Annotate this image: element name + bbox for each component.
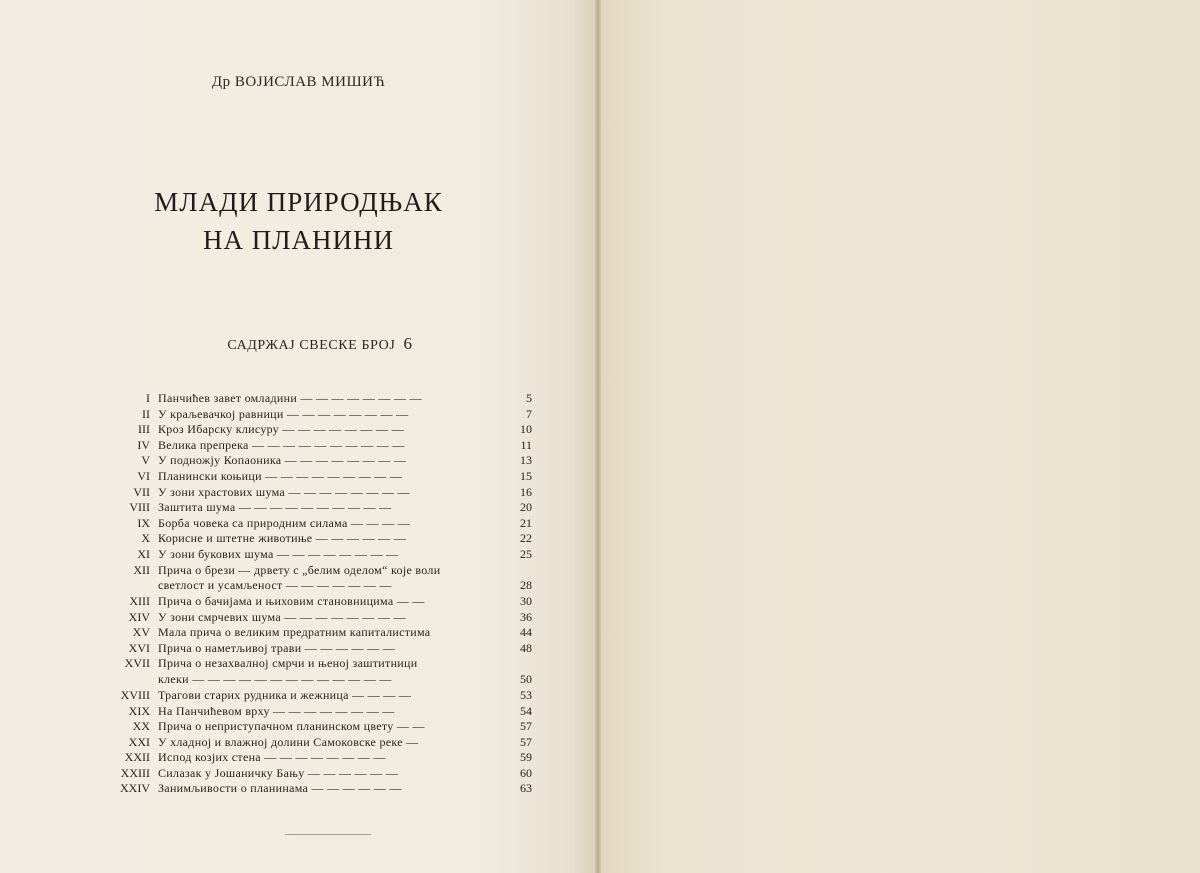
toc-entry	[104, 547, 534, 563]
toc-page-number: 36	[520, 609, 532, 624]
toc-chapter-number: XVI	[128, 640, 150, 655]
toc-entry	[104, 485, 534, 501]
toc-title-line-1: Прича о наметљивој трави — — — — — —	[158, 640, 396, 655]
toc-chapter-number: XX	[132, 719, 150, 734]
toc-chapter-number: XIX	[128, 703, 150, 718]
toc-chapter-number: V	[141, 453, 150, 468]
toc-chapter-title	[158, 781, 506, 797]
toc-title-line-1: У подножју Копаоника — — — — — — — —	[158, 453, 407, 468]
toc-page-number: 50	[520, 672, 532, 687]
toc-title-line-1: Силазак у Јошаничку Бању — — — — — —	[158, 765, 399, 780]
toc-chapter-number: XVIII	[120, 687, 150, 702]
toc-chapter-number: XI	[137, 546, 150, 561]
toc-entry	[104, 407, 534, 423]
toc-page-number: 22	[520, 531, 532, 546]
toc-chapter-title	[158, 422, 506, 438]
toc-chapter-title	[158, 594, 506, 610]
toc-page-number: 30	[520, 594, 532, 609]
toc-title-line-1: Заштита шума — — — — — — — — — —	[158, 500, 392, 515]
toc-chapter-number: XXI	[128, 734, 150, 749]
toc-entry	[104, 766, 534, 782]
toc-title-line-1: Прича о бачијама и њиховим становницима — —	[158, 594, 425, 609]
toc-page-number: 11	[520, 437, 532, 452]
toc-chapter-number: XIV	[128, 609, 150, 624]
toc-chapter-number: XXII	[124, 750, 150, 765]
toc-page-number: 25	[520, 546, 532, 561]
toc-chapter-title	[158, 625, 506, 641]
toc-entry	[104, 469, 534, 485]
toc-page-number: 54	[520, 703, 532, 718]
left-page	[0, 0, 597, 873]
toc-title-line-1: Корисне и штетне животиње — — — — — —	[158, 531, 407, 546]
toc-chapter-title	[158, 469, 506, 485]
author-name: Др ВОЈИСЛАВ МИШИЋ	[211, 74, 386, 90]
title-line-2: НА ПЛАНИНИ	[202, 225, 395, 255]
toc-page-number: 15	[520, 468, 532, 483]
toc-entry	[104, 781, 534, 797]
toc-chapter-title	[158, 547, 506, 563]
book-title	[0, 183, 597, 259]
toc-title-line-1: Борба човека са природним силама — — — —	[158, 515, 410, 530]
toc-entry	[104, 704, 534, 720]
toc-chapter-title	[158, 641, 506, 657]
toc-chapter-number: IX	[137, 515, 150, 530]
contents-heading	[0, 334, 640, 354]
toc-chapter-title	[158, 531, 506, 547]
toc-title-line-1: Прича о неприступачном планинском цвету — —	[158, 719, 425, 734]
toc-title-line-1: Мала прича о великим предратним капиталистима	[158, 625, 431, 640]
toc-entry	[104, 641, 534, 657]
toc-chapter-number: I	[146, 391, 150, 405]
toc-chapter-number: X	[141, 531, 150, 546]
toc-chapter-title	[158, 766, 506, 782]
toc-chapter-number: VIII	[129, 500, 150, 515]
toc-title-line-1: Занимљивости о планинама — — — — — —	[158, 781, 402, 796]
toc-page-number: 16	[520, 484, 532, 499]
toc-title-line-1: На Панчићевом врху — — — — — — — —	[158, 703, 395, 718]
toc-entry	[104, 453, 534, 469]
toc-title-line-1: У хладној и влажној долини Самоковске реке —	[158, 734, 419, 749]
toc-chapter-title	[158, 563, 506, 594]
toc-entry	[104, 563, 534, 595]
toc-chapter-title	[158, 719, 506, 735]
toc-chapter-number: II	[142, 406, 150, 421]
toc-chapter-title	[158, 656, 506, 687]
toc-title-line-1: Трагови старих рудника и жежница — — — —	[158, 687, 412, 702]
toc-chapter-number: VI	[137, 468, 150, 483]
toc-entry	[104, 719, 534, 735]
toc-chapter-number: XIII	[129, 594, 150, 609]
toc-chapter-title	[158, 688, 506, 704]
toc-page-number: 48	[520, 640, 532, 655]
toc-title-line-1: У краљевачкој равници — — — — — — — —	[158, 406, 409, 421]
toc-title-line-2: клеки — — — — — — — — — — — — —	[158, 672, 392, 686]
toc-chapter-title	[158, 516, 506, 532]
toc-page-number: 53	[520, 687, 532, 702]
toc-entry	[104, 735, 534, 751]
toc-title-line-1: Прича о незахвалној смрчи и њеној заштитници	[158, 656, 418, 671]
toc-chapter-number: XXIII	[120, 765, 150, 780]
toc-chapter-title	[158, 704, 506, 720]
toc-page-number: 20	[520, 500, 532, 515]
toc-chapter-number: XII	[133, 562, 150, 577]
toc-page-number: 7	[526, 406, 532, 421]
contents-heading-label: САДРЖАЈ СВЕСКЕ БРОЈ	[227, 338, 396, 353]
toc-page-number: 28	[520, 578, 532, 593]
toc-title-line-1: У зони храстових шума — — — — — — — —	[158, 484, 410, 499]
toc-title-line-1: У зони букових шума — — — — — — — —	[158, 546, 399, 561]
toc-page-number: 5	[526, 391, 532, 405]
toc-entry	[104, 750, 534, 766]
toc-entry	[104, 516, 534, 532]
toc-entry	[104, 625, 534, 641]
toc-entry	[104, 422, 534, 438]
toc-title-line-1: Велика препрека — — — — — — — — — —	[158, 437, 405, 452]
issue-number: 6	[403, 334, 413, 353]
toc-chapter-title	[158, 391, 506, 407]
toc-page-number: 21	[520, 515, 532, 530]
toc-entry	[104, 656, 534, 688]
title-line-1: МЛАДИ ПРИРОДЊАК	[154, 187, 443, 217]
toc-chapter-number: III	[138, 422, 150, 437]
toc-title-line-1: Планински коњици — — — — — — — — —	[158, 468, 403, 483]
toc-chapter-title	[158, 407, 506, 423]
toc-title-line-1: Панчићев завет омладини — — — — — — — —	[158, 391, 422, 405]
toc-entry	[104, 594, 534, 610]
toc-page-number: 57	[520, 719, 532, 734]
toc-entry	[104, 500, 534, 516]
divider-rule	[285, 834, 371, 835]
toc-chapter-number: XXIV	[120, 781, 150, 796]
toc-chapter-number: IV	[137, 437, 150, 452]
toc-page-number: 63	[520, 781, 532, 796]
toc-chapter-number: XV	[132, 625, 150, 640]
toc-chapter-title	[158, 735, 506, 751]
toc-chapter-number: XVII	[124, 656, 150, 671]
toc-page-number: 13	[520, 453, 532, 468]
toc-chapter-title	[158, 438, 506, 454]
toc-page-number: 10	[520, 422, 532, 437]
toc-chapter-title	[158, 500, 506, 516]
toc-page-number: 59	[520, 750, 532, 765]
toc-page-number: 60	[520, 765, 532, 780]
toc-title-line-1: Испод козјих стена — — — — — — — —	[158, 750, 386, 765]
toc-chapter-title	[158, 453, 506, 469]
toc-page-number: 44	[520, 625, 532, 640]
toc-chapter-title	[158, 610, 506, 626]
toc-title-line-1: Прича о брези — дрвету с „белим оделом“ које воли	[158, 562, 441, 577]
toc-chapter-number: VII	[133, 484, 150, 499]
toc-chapter-title	[158, 750, 506, 766]
toc-entry	[104, 688, 534, 704]
toc-title-line-1: Кроз Ибарску клисуру — — — — — — — —	[158, 422, 404, 437]
toc-entry	[104, 531, 534, 547]
table-of-contents	[104, 391, 534, 797]
toc-chapter-title	[158, 485, 506, 501]
toc-page-number: 57	[520, 734, 532, 749]
toc-title-line-2: светлост и усамљеност — — — — — — —	[158, 578, 392, 593]
right-page-blank	[601, 0, 1200, 873]
toc-title-line-1: У зони смрчевих шума — — — — — — — —	[158, 609, 406, 624]
toc-entry	[104, 391, 534, 407]
toc-entry	[104, 438, 534, 454]
toc-entry	[104, 610, 534, 626]
